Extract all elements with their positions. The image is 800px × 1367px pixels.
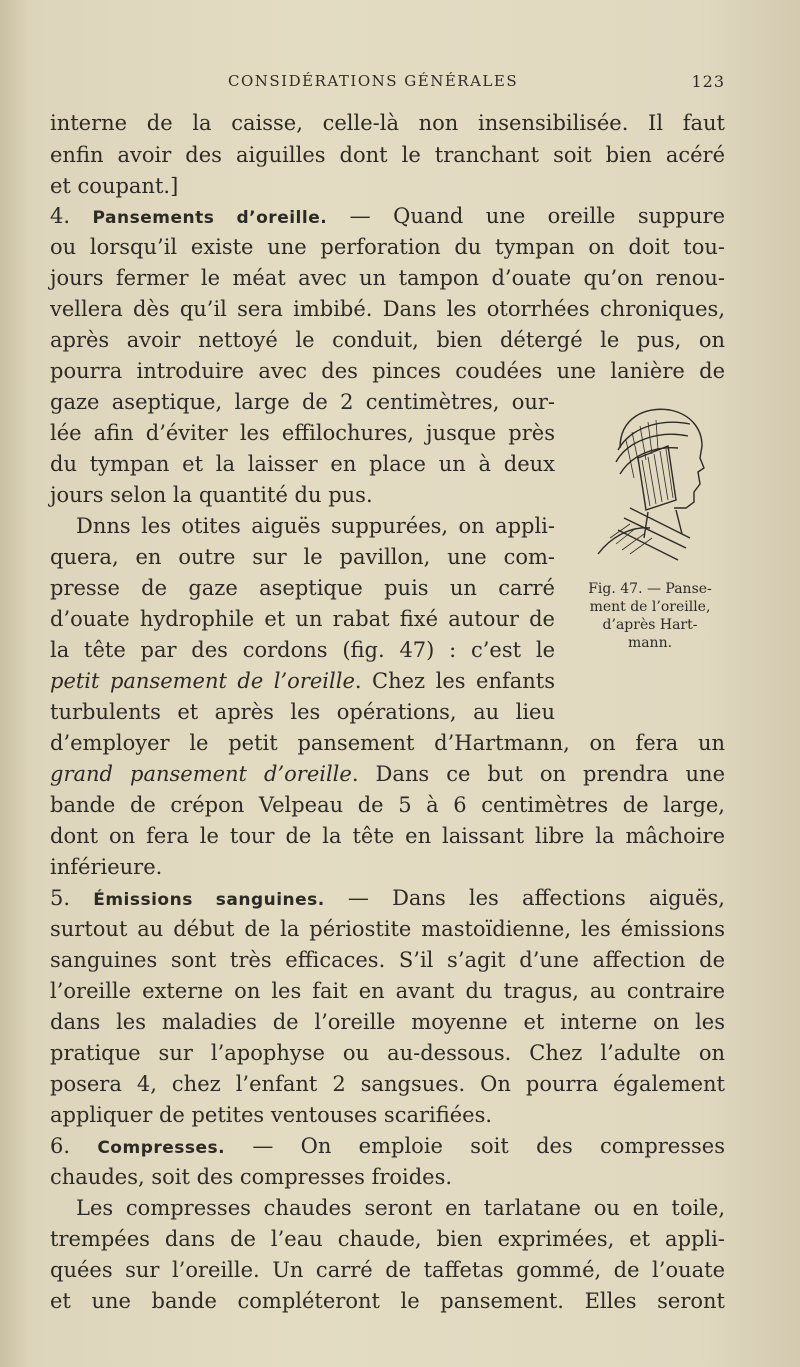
text-line: dont on fera le tour de la tête en laissant libre la mâchoire bbox=[50, 824, 725, 848]
section-heading: Émissions sanguines. bbox=[93, 890, 325, 910]
text-line: et une bande compléteront le pansement. Elles seront bbox=[50, 1289, 725, 1313]
text-line: pourra introduire avec des pinces coudées une lanière de bbox=[50, 359, 725, 383]
page-header bbox=[50, 72, 725, 96]
text-line: d’ouate hydrophile et un rabat fixé autour de bbox=[50, 607, 555, 631]
page-number: 123 bbox=[691, 72, 725, 91]
text-line: lée afin d’éviter les effilochures, jusque près bbox=[50, 421, 555, 445]
text-line: presse de gaze aseptique puis un carré bbox=[50, 576, 555, 600]
text-line: posera 4, chez l’enfant 2 sangsues. On pourra également bbox=[50, 1072, 725, 1096]
text-line: sanguines sont très efficaces. S’il s’agit d’une affection de bbox=[50, 948, 725, 972]
section-5-line bbox=[50, 883, 725, 914]
figure-caption bbox=[570, 580, 730, 652]
text-line: jours selon la quantité du pus. bbox=[50, 483, 373, 507]
text-line: après avoir nettoyé le conduit, bien détergé le pus, on bbox=[50, 328, 725, 352]
text-line: turbulents et après les opérations, au lieu bbox=[50, 700, 555, 724]
text-line: d’employer le petit pansement d’Hartmann, on fera un bbox=[50, 731, 725, 755]
text-line: inférieure. bbox=[50, 855, 163, 879]
text-line: Dnns les otites aiguës suppurées, on appli- bbox=[76, 514, 555, 538]
italic-text-line bbox=[50, 666, 555, 697]
text-line: ou lorsqu’il existe une perforation du tympan on doit tou- bbox=[50, 235, 725, 259]
text-line: quera, en outre sur le pavillon, une com- bbox=[50, 545, 555, 569]
text-line: trempées dans de l’eau chaude, bien exprimées, et appli- bbox=[50, 1227, 725, 1251]
text-line: appliquer de petites ventouses scarifiées. bbox=[50, 1103, 493, 1127]
text-line: chaudes, soit des compresses froides. bbox=[50, 1165, 453, 1189]
text-line: pratique sur l’apophyse ou au-dessous. Chez l’adulte on bbox=[50, 1041, 725, 1065]
section-number: 5. bbox=[50, 886, 71, 910]
text-line: du tympan et la laisser en place un à deux bbox=[50, 452, 555, 476]
section-4-line bbox=[50, 201, 725, 232]
section-number: 4. bbox=[50, 204, 71, 228]
text-line: Les compresses chaudes seront en tarlatane ou en toile, bbox=[76, 1196, 725, 1220]
text-line: gaze aseptique, large de 2 centimètres, our- bbox=[50, 390, 555, 414]
section-text: — Quand une oreille suppure bbox=[349, 204, 725, 228]
section-6-line bbox=[50, 1131, 725, 1162]
text-line: interne de la caisse, celle-là non insensibilisée. Il faut bbox=[50, 111, 725, 135]
text-fragment: . Dans ce but on prendra une bbox=[351, 762, 725, 786]
text-line: vellera dès qu’il sera imbibé. Dans les otorrhées chroniques, bbox=[50, 297, 725, 321]
text-fragment: . Chez les enfants bbox=[354, 669, 555, 693]
italic-term: petit pansement de l’oreille bbox=[50, 669, 355, 693]
section-heading: Compresses. bbox=[97, 1138, 226, 1158]
text-line: bande de crépon Velpeau de 5 à 6 centimètres de large, bbox=[50, 793, 725, 817]
section-text: — Dans les affections aiguës, bbox=[347, 886, 725, 910]
section-heading: Pansements d’oreille. bbox=[92, 208, 328, 228]
section-text: — On emploie soit des compresses bbox=[252, 1134, 725, 1158]
text-line: la tête par des cordons (fig. 47) : c’est le bbox=[50, 638, 555, 662]
text-line: enfin avoir des aiguilles dont le tranchant soit bien acéré bbox=[50, 143, 725, 167]
caption-line: mann. bbox=[627, 635, 673, 651]
figure-47 bbox=[570, 378, 730, 668]
italic-text-line bbox=[50, 759, 725, 790]
caption-line: Fig. 47. — Panse- bbox=[588, 581, 712, 597]
text-line: jours fermer le méat avec un tampon d’ouate qu’on renou- bbox=[50, 266, 725, 290]
text-line: quées sur l’oreille. Un carré de taffetas gommé, de l’ouate bbox=[50, 1258, 725, 1282]
section-number: 6. bbox=[50, 1134, 71, 1158]
text-line: et coupant.] bbox=[50, 174, 179, 198]
text-line: surtout au début de la périostite mastoïdienne, les émissions bbox=[50, 917, 725, 941]
head-with-ear-bandage-illustration bbox=[590, 388, 710, 578]
running-title: CONSIDÉRATIONS GÉNÉRALES bbox=[228, 72, 519, 90]
caption-line: ment de l’oreille, bbox=[589, 599, 711, 615]
text-line: dans les maladies de l’oreille moyenne et interne on les bbox=[50, 1010, 725, 1034]
caption-line: d’après Hart- bbox=[602, 617, 698, 633]
italic-term: grand pansement d’oreille bbox=[50, 762, 352, 786]
text-line: l’oreille externe on les fait en avant du tragus, au contraire bbox=[50, 979, 725, 1003]
